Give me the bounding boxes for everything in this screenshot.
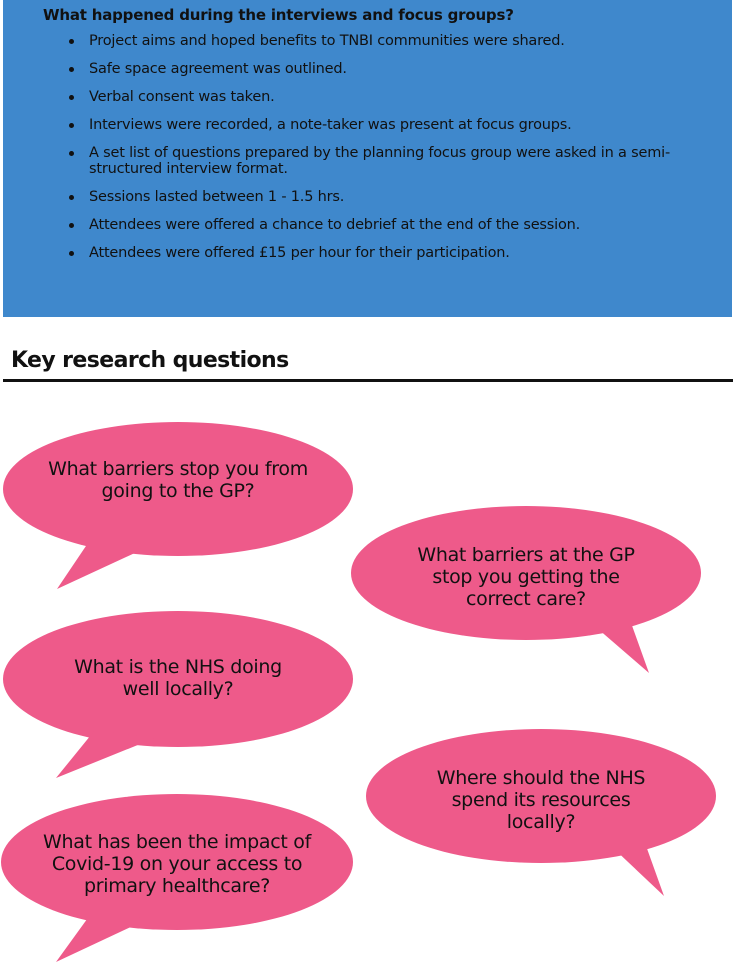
question-text-2: What barriers at the GP stop you getting the correct care?: [417, 544, 635, 610]
question-text-3: What is the NHS doing well locally?: [74, 656, 282, 700]
list-item: Safe space agreement was outlined.: [67, 61, 687, 77]
list-item: Interviews were recorded, a note-taker was present at focus groups.: [67, 117, 687, 133]
list-item: A set list of questions prepared by the planning focus group were asked in a semi-structured interview format.: [67, 145, 687, 177]
info-title: What happened during the interviews and focus groups?: [43, 6, 514, 24]
question-text-5: What has been the impact of Covid-19 on your access to primary healthcare?: [43, 831, 311, 897]
list-item: Attendees were offered £15 per hour for their participation.: [67, 245, 687, 261]
speech-bubble-1: [3, 422, 353, 589]
section-title: Key research questions: [11, 348, 289, 373]
question-text-1: What barriers stop you from going to the GP?: [48, 458, 308, 502]
list-item: Attendees were offered a chance to debrief at the end of the session.: [67, 217, 687, 233]
question-text-4: Where should the NHS spend its resources locally?: [436, 767, 646, 833]
list-item: Verbal consent was taken.: [67, 89, 687, 105]
list-item: Sessions lasted between 1 - 1.5 hrs.: [67, 189, 687, 205]
list-item: Project aims and hoped benefits to TNBI communities were shared.: [67, 33, 687, 49]
